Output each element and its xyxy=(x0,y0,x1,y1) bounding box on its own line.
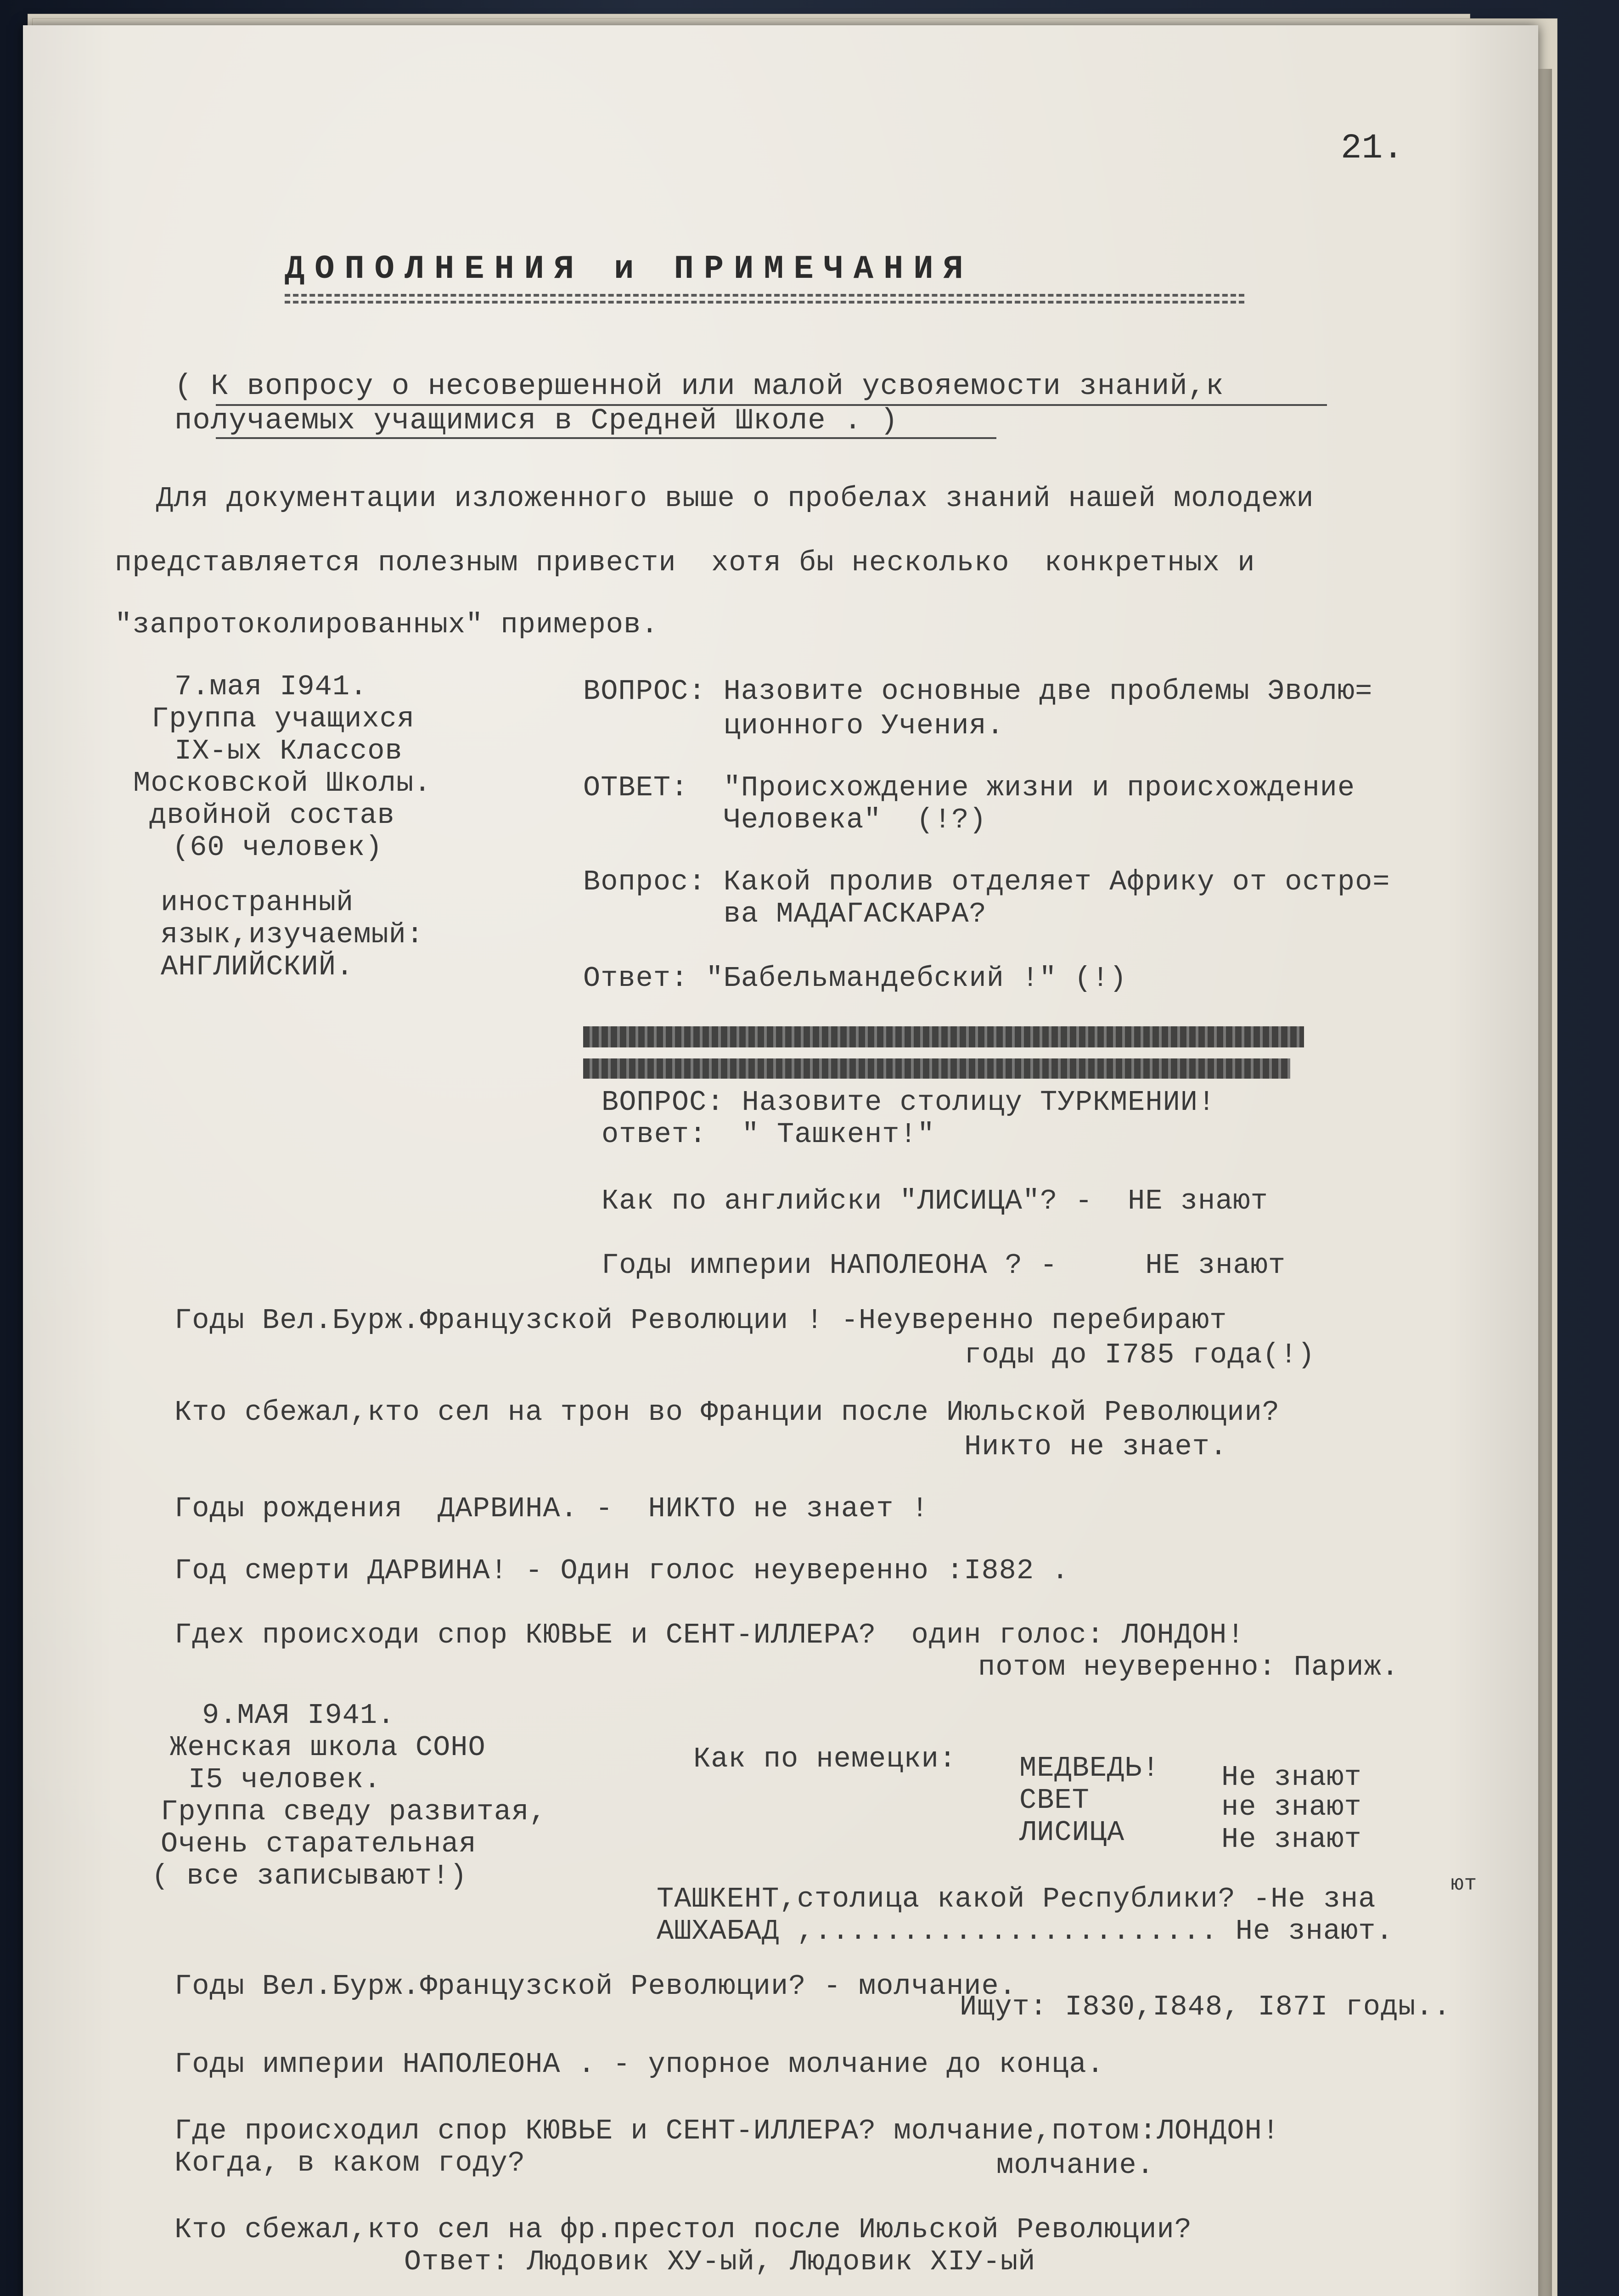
answer: годы до I785 года(!) xyxy=(964,1339,1315,1371)
question: Год смерти ДАРВИНА! - Один голос неуверенно :I882 . xyxy=(174,1554,1069,1587)
session-info-line: Очень старательная xyxy=(161,1828,477,1860)
question: АШХАБАД ,....................... Не знают. xyxy=(657,1915,1394,1947)
session-info-line: Московской Школы. xyxy=(133,767,432,799)
intro-line: Для документации изложенного выше о пробелах знаний нашей молодежи xyxy=(156,482,1314,515)
struck-out-text xyxy=(583,1026,1304,1047)
session-info-line: двойной состав xyxy=(149,799,395,832)
session-info-line: Группа сведу развитая, xyxy=(161,1795,547,1828)
title-rule xyxy=(285,294,1244,297)
question: Как по английски "ЛИСИЦА"? - НЕ знают xyxy=(602,1185,1268,1217)
question: ва МАДАГАСКАРА? xyxy=(583,898,987,930)
session-date: 9.МАЯ I941. xyxy=(202,1699,395,1732)
question: Когда, в каком году? xyxy=(174,2147,526,2179)
question: Вопрос: Какой пролив отделяет Африку от остро= xyxy=(583,866,1390,898)
page-title: ДОПОЛНЕНИЯ и ПРИМЕЧАНИЯ xyxy=(285,250,973,288)
answer: ответ: " Ташкент!" xyxy=(602,1118,935,1151)
question: Годы Вел.Бурж.Французской Революции? - молчание. xyxy=(174,1970,1017,2003)
answer: не знают xyxy=(1221,1791,1362,1823)
german-word: МЕДВЕДЬ! xyxy=(1019,1752,1160,1784)
german-word: ЛИСИЦА xyxy=(1019,1816,1125,1849)
question: Кто сбежал,кто сел на трон во Франции после Июльской Революции? xyxy=(174,1396,1280,1429)
session-info-line: Женская школа СОНО xyxy=(170,1731,486,1764)
intro-line: "запротоколированных" примеров. xyxy=(115,608,659,641)
struck-out-text xyxy=(583,1058,1290,1079)
session-info-line: иностранный xyxy=(161,886,354,919)
page-edge-shadow xyxy=(1538,69,1552,2296)
subtitle-underline xyxy=(216,404,1327,406)
session-info-line: АНГЛИЙСКИЙ. xyxy=(161,951,354,983)
question: Годы империи НАПОЛЕОНА ? - НЕ знают xyxy=(602,1249,1286,1282)
question: ционного Учения. xyxy=(583,709,1004,742)
question: Где происходил спор КЮВЬЕ и СЕНТ-ИЛЛЕРА? молчание,потом:ЛОНДОН! xyxy=(174,2115,1280,2147)
session-info-line: I5 человек. xyxy=(188,1763,382,1796)
german-word: СВЕТ xyxy=(1019,1784,1090,1817)
answer: ОТВЕТ: "Происхождение жизни и происхождение xyxy=(583,771,1355,804)
answer: Ответ: "Бабельмандебский !" (!) xyxy=(583,962,1127,995)
session-info-line: язык,изучаемый: xyxy=(161,918,424,951)
question: Гдех происходи спор КЮВЬЕ и СЕНТ-ИЛЛЕРА? один голос: ЛОНДОН! xyxy=(174,1619,1245,1651)
session-info-line: Группа учащихся xyxy=(152,703,415,735)
title-rule xyxy=(285,301,1244,304)
question: ВОПРОС: Назовите столицу ТУРКМЕНИИ! xyxy=(602,1086,1216,1119)
question: Годы рождения ДАРВИНА. - НИКТО не знает ! xyxy=(174,1492,929,1525)
answer-superscript: ют xyxy=(1451,1872,1478,1896)
question: Как по немецки: xyxy=(693,1743,957,1775)
intro-line: представляется полезным привести хотя бы несколько конкретных и xyxy=(115,546,1255,579)
question: Годы империи НАПОЛЕОНА . - упорное молчание до конца. xyxy=(174,2048,1104,2081)
session-info-line: IX-ых Классов xyxy=(174,735,403,767)
answer: Не знают xyxy=(1221,1823,1362,1856)
answer: молчание. xyxy=(996,2149,1154,2182)
subtitle-line: ( К вопросу о несовершенной или малой усвояемости знаний,к xyxy=(174,370,1224,403)
answer: Ответ: Людовик ХУ-ый, Людовик XIУ-ый xyxy=(404,2245,1036,2278)
question: ВОПРОС: Назовите основные две проблемы Эволю= xyxy=(583,675,1373,708)
answer: Никто не знает. xyxy=(964,1430,1228,1463)
answer: Ищут: I830,I848, I87I годы.. xyxy=(960,1991,1451,2023)
session-date: 7.мая I941. xyxy=(174,670,368,703)
question: ТАШКЕНТ,столица какой Республики? -Не зна xyxy=(657,1883,1376,1915)
page-number: 21. xyxy=(1341,129,1404,168)
document-page xyxy=(23,25,1538,2296)
answer: Человека" (!?) xyxy=(583,804,987,836)
question: Годы Вел.Бурж.Французской Революции ! -Неуверенно перебирают xyxy=(174,1304,1227,1337)
question: Кто сбежал,кто сел на фр.престол после Июльской Революции? xyxy=(174,2213,1192,2246)
subtitle-line: получаемых учащимися в Средней Школе . ) xyxy=(174,405,899,438)
session-info-line: (60 человек) xyxy=(172,831,383,864)
session-info-line: ( все записывают!) xyxy=(152,1860,467,1892)
answer: Не знают xyxy=(1221,1761,1362,1794)
subtitle-underline xyxy=(216,437,996,439)
answer: потом неуверенно: Париж. xyxy=(978,1651,1399,1683)
